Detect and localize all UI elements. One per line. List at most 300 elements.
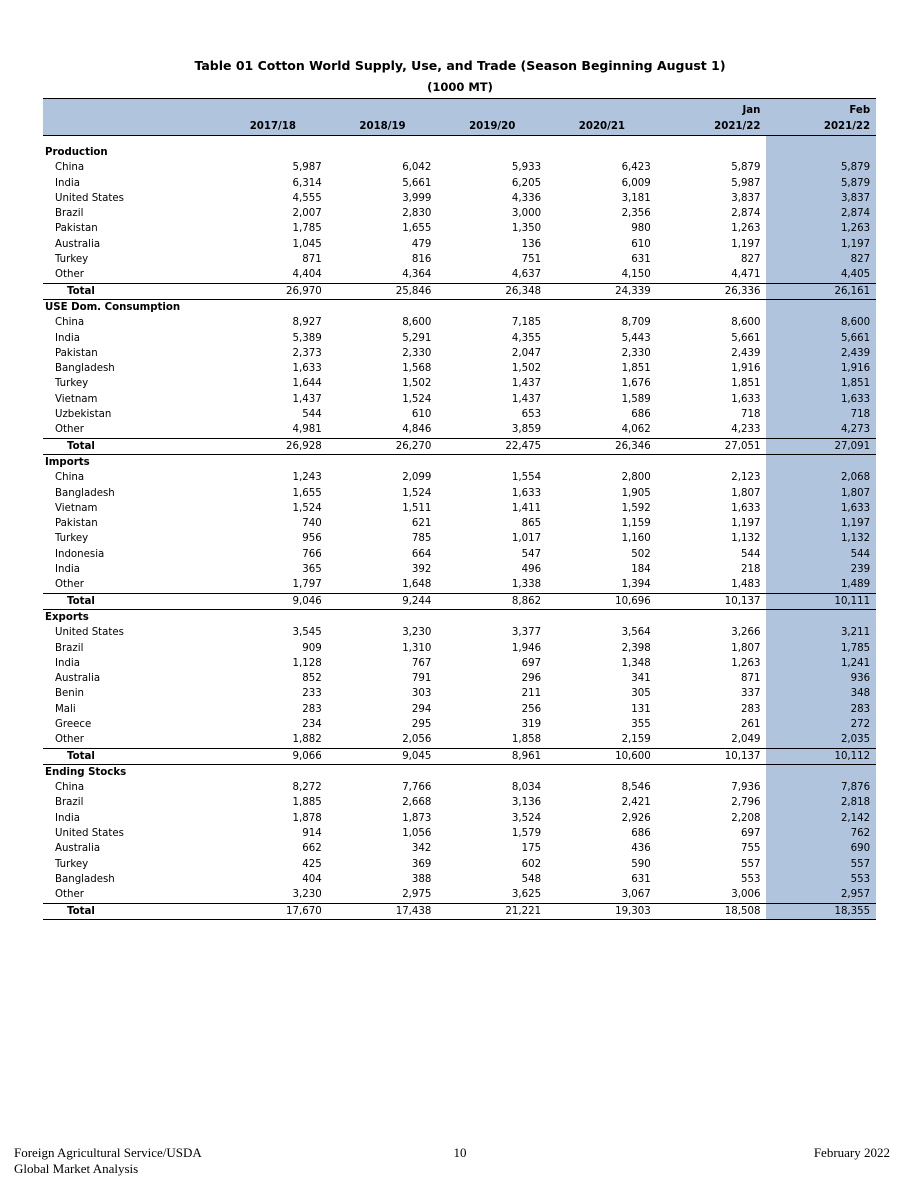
value-cell: 184	[631, 564, 651, 576]
value-cell: 303	[411, 688, 432, 700]
value-cell: 610	[411, 409, 432, 421]
value-cell: 6,314	[292, 177, 322, 189]
value-cell: 261	[740, 718, 761, 730]
table-row	[43, 577, 876, 593]
empty-cell	[547, 299, 657, 315]
value-cell: 2,068	[766, 470, 876, 485]
empty-cell	[766, 299, 876, 315]
spacer-cell	[43, 136, 218, 146]
row-label: India	[55, 177, 81, 189]
row-label: Uzbekistan	[55, 409, 112, 421]
row-label: Bangladesh	[55, 873, 115, 885]
value-cell: 690	[766, 841, 876, 856]
empty-cell	[437, 454, 547, 470]
value-cell: 211	[521, 688, 542, 700]
total-value-cell: 9,066	[218, 748, 328, 764]
footer-agency-line1: Foreign Agricultural Service/USDA	[14, 1145, 202, 1160]
value-cell: 2,049	[731, 734, 761, 746]
value-cell: 544	[766, 547, 876, 562]
value-cell: 1,885	[292, 797, 322, 809]
value-cell: 1,807	[766, 486, 876, 501]
section-header-row	[43, 609, 876, 625]
value-cell: 1,411	[511, 502, 542, 514]
value-cell: 8,600	[766, 315, 876, 330]
table-row	[43, 872, 876, 887]
value-cell: 6,423	[621, 162, 651, 174]
value-cell: 590	[631, 858, 651, 870]
value-cell: 8,709	[621, 317, 651, 329]
value-cell: 479	[411, 238, 432, 250]
table-subtitle: (1000 MT)	[427, 80, 493, 94]
row-label: Greece	[55, 718, 92, 730]
row-label: India	[55, 564, 81, 576]
table-row	[43, 887, 876, 903]
table-row	[43, 392, 876, 407]
table-row	[43, 780, 876, 795]
value-cell: 3,837	[766, 191, 876, 206]
header-year-2020-21: 2020/21	[547, 118, 657, 136]
empty-cell	[437, 145, 547, 160]
value-cell: 553	[740, 873, 761, 885]
value-cell: 4,336	[511, 192, 542, 204]
value-cell: 1,524	[402, 393, 432, 405]
row-label: Pakistan	[55, 347, 98, 359]
empty-cell	[218, 145, 328, 160]
table-row	[43, 160, 876, 175]
total-value-cell: 26,270	[328, 438, 438, 454]
value-cell: 909	[302, 642, 322, 654]
section-header-row	[43, 145, 876, 160]
header-top-cell	[547, 99, 657, 119]
value-cell: 7,185	[511, 317, 542, 329]
row-label: Other	[55, 579, 84, 591]
value-cell: 936	[766, 671, 876, 686]
value-cell: 816	[411, 254, 432, 266]
value-cell: 686	[631, 828, 651, 840]
table-row	[43, 826, 876, 841]
value-cell: 1,916	[731, 363, 761, 375]
total-value-cell: 9,045	[328, 748, 438, 764]
value-cell: 544	[302, 409, 322, 421]
value-cell: 1,676	[621, 378, 651, 390]
value-cell: 6,042	[402, 162, 432, 174]
value-cell: 751	[521, 254, 542, 266]
value-cell: 865	[521, 518, 542, 530]
table-row	[43, 732, 876, 748]
value-cell: 1,511	[402, 502, 432, 514]
value-cell: 827	[740, 254, 761, 266]
value-cell: 1,633	[766, 392, 876, 407]
value-cell: 2,330	[402, 347, 432, 359]
value-cell: 1,241	[766, 656, 876, 671]
header-top-jan: Jan	[657, 99, 767, 119]
value-cell: 2,056	[402, 734, 432, 746]
value-cell: 1,524	[292, 502, 322, 514]
total-value-cell: 26,348	[437, 283, 547, 299]
row-label: Vietnam	[55, 393, 98, 405]
table-row	[43, 176, 876, 191]
value-cell: 233	[302, 688, 322, 700]
value-cell: 4,355	[511, 332, 542, 344]
row-label: Other	[55, 269, 84, 281]
value-cell: 1,633	[731, 393, 761, 405]
table-row	[43, 315, 876, 330]
total-row	[43, 283, 876, 299]
total-label: Total	[43, 748, 218, 764]
total-value-cell: 26,161	[766, 283, 876, 299]
table-row	[43, 237, 876, 252]
value-cell: 553	[766, 872, 876, 887]
total-value-cell: 21,221	[437, 903, 547, 919]
row-label: Australia	[55, 673, 101, 685]
section-label: Ending Stocks	[45, 766, 127, 778]
value-cell: 175	[521, 843, 542, 855]
value-cell: 980	[631, 223, 651, 235]
value-cell: 8,600	[731, 317, 761, 329]
row-label: Other	[55, 734, 84, 746]
total-value-cell: 10,111	[766, 593, 876, 609]
table-body	[43, 136, 876, 920]
value-cell: 767	[411, 657, 432, 669]
section-header-row	[43, 764, 876, 780]
value-cell: 791	[411, 673, 432, 685]
value-cell: 1,132	[731, 533, 761, 545]
value-cell: 256	[521, 703, 542, 715]
total-value-cell: 10,112	[766, 748, 876, 764]
footer-date: February 2022	[813, 1145, 890, 1160]
total-value-cell: 8,961	[437, 748, 547, 764]
total-row	[43, 903, 876, 919]
value-cell: 496	[521, 564, 542, 576]
value-cell: 544	[740, 548, 761, 560]
table-row	[43, 252, 876, 267]
value-cell: 4,555	[292, 192, 322, 204]
total-row	[43, 748, 876, 764]
spacer-cell	[328, 136, 438, 146]
value-cell: 5,879	[766, 160, 876, 175]
table-row	[43, 191, 876, 206]
value-cell: 319	[521, 718, 542, 730]
row-label: India	[55, 332, 81, 344]
value-cell: 5,987	[292, 162, 322, 174]
total-value-cell: 8,862	[437, 593, 547, 609]
value-cell: 355	[631, 718, 651, 730]
value-cell: 425	[302, 858, 322, 870]
row-label: Mali	[55, 703, 76, 715]
empty-cell	[657, 454, 767, 470]
table-row	[43, 841, 876, 856]
row-label: Australia	[55, 238, 101, 250]
value-cell: 436	[631, 843, 651, 855]
total-value-cell: 27,091	[766, 438, 876, 454]
value-cell: 1,592	[621, 502, 651, 514]
value-cell: 1,648	[402, 579, 432, 591]
value-cell: 1,197	[731, 518, 761, 530]
value-cell: 8,600	[402, 317, 432, 329]
table-row	[43, 717, 876, 732]
value-cell: 3,230	[292, 889, 322, 901]
row-label: China	[55, 317, 85, 329]
value-cell: 296	[521, 673, 542, 685]
table-row	[43, 547, 876, 562]
value-cell: 1,946	[511, 642, 542, 654]
value-cell: 2,007	[292, 208, 322, 220]
value-cell: 388	[411, 873, 432, 885]
header-row-bottom	[43, 118, 876, 136]
value-cell: 827	[766, 252, 876, 267]
table-row	[43, 422, 876, 438]
table-row	[43, 486, 876, 501]
value-cell: 1,197	[731, 238, 761, 250]
value-cell: 3,266	[731, 627, 761, 639]
value-cell: 1,797	[292, 579, 322, 591]
table-row	[43, 625, 876, 640]
value-cell: 7,936	[731, 782, 761, 794]
value-cell: 1,807	[731, 487, 761, 499]
value-cell: 6,205	[511, 177, 542, 189]
value-cell: 686	[631, 409, 651, 421]
total-value-cell: 26,346	[547, 438, 657, 454]
row-label: Turkey	[55, 254, 89, 266]
value-cell: 2,123	[731, 472, 761, 484]
value-cell: 2,439	[766, 346, 876, 361]
spacer-cell	[766, 136, 876, 146]
value-cell: 914	[302, 828, 322, 840]
table-row	[43, 516, 876, 531]
value-cell: 1,263	[731, 657, 761, 669]
value-cell: 1,554	[511, 472, 542, 484]
header-year-2018-19: 2018/19	[328, 118, 438, 136]
value-cell: 3,999	[402, 192, 432, 204]
row-label: United States	[55, 192, 124, 204]
value-cell: 3,230	[402, 627, 432, 639]
value-cell: 2,035	[766, 732, 876, 748]
value-cell: 6,009	[621, 177, 651, 189]
value-cell: 1,310	[402, 642, 432, 654]
value-cell: 547	[521, 548, 542, 560]
value-cell: 1,785	[292, 223, 322, 235]
value-cell: 272	[766, 717, 876, 732]
value-cell: 718	[766, 407, 876, 422]
empty-cell	[766, 609, 876, 625]
value-cell: 3,859	[511, 424, 542, 436]
row-label: China	[55, 782, 85, 794]
empty-cell	[547, 609, 657, 625]
value-cell: 1,655	[402, 223, 432, 235]
row-label: Other	[55, 889, 84, 901]
value-cell: 2,159	[621, 734, 651, 746]
total-value-cell: 26,970	[218, 283, 328, 299]
value-cell: 557	[766, 857, 876, 872]
row-label: Bangladesh	[55, 487, 115, 499]
empty-cell	[657, 145, 767, 160]
row-label: India	[55, 657, 81, 669]
table-row	[43, 331, 876, 346]
value-cell: 8,927	[292, 317, 322, 329]
value-cell: 283	[302, 703, 322, 715]
empty-cell	[657, 764, 767, 780]
row-label: Benin	[55, 688, 85, 700]
table-row	[43, 795, 876, 810]
value-cell: 4,404	[292, 269, 322, 281]
row-label: Vietnam	[55, 502, 98, 514]
value-cell: 8,546	[621, 782, 651, 794]
total-value-cell: 10,600	[547, 748, 657, 764]
spacer-cell	[657, 136, 767, 146]
value-cell: 342	[411, 843, 432, 855]
value-cell: 1,045	[292, 238, 322, 250]
table-row	[43, 346, 876, 361]
value-cell: 1,348	[621, 657, 651, 669]
value-cell: 2,957	[766, 887, 876, 903]
value-cell: 1,851	[766, 376, 876, 391]
total-label: Total	[43, 903, 218, 919]
total-label: Total	[43, 593, 218, 609]
header-top-cell	[218, 99, 328, 119]
empty-cell	[547, 764, 657, 780]
total-value-cell: 10,137	[657, 593, 767, 609]
table-row	[43, 407, 876, 422]
value-cell: 4,364	[402, 269, 432, 281]
value-cell: 239	[766, 562, 876, 577]
value-cell: 718	[740, 409, 761, 421]
empty-cell	[328, 454, 438, 470]
row-label: Turkey	[55, 533, 89, 545]
table-row	[43, 656, 876, 671]
row-label: United States	[55, 828, 124, 840]
value-cell: 392	[411, 564, 432, 576]
value-cell: 1,160	[621, 533, 651, 545]
value-cell: 1,633	[766, 501, 876, 516]
table-row	[43, 671, 876, 686]
value-cell: 2,874	[766, 206, 876, 221]
value-cell: 5,661	[731, 332, 761, 344]
header-blank	[43, 99, 218, 119]
table-row	[43, 361, 876, 376]
value-cell: 2,439	[731, 347, 761, 359]
spacer-cell	[218, 136, 328, 146]
value-cell: 631	[631, 873, 651, 885]
table-row	[43, 501, 876, 516]
row-label: Pakistan	[55, 518, 98, 530]
value-cell: 852	[302, 673, 322, 685]
value-cell: 234	[302, 718, 322, 730]
total-value-cell: 9,046	[218, 593, 328, 609]
value-cell: 365	[302, 564, 322, 576]
row-label: Indonesia	[55, 548, 105, 560]
spacer-cell	[437, 136, 547, 146]
value-cell: 1,502	[402, 378, 432, 390]
table-title: Table 01 Cotton World Supply, Use, and Trade (Season Beginning August 1)	[194, 58, 726, 73]
value-cell: 1,197	[766, 516, 876, 531]
value-cell: 4,062	[621, 424, 651, 436]
value-cell: 2,818	[766, 795, 876, 810]
row-label: Turkey	[55, 378, 89, 390]
value-cell: 5,987	[731, 177, 761, 189]
value-cell: 1,394	[621, 579, 651, 591]
value-cell: 1,807	[731, 642, 761, 654]
empty-cell	[328, 764, 438, 780]
value-cell: 1,916	[766, 361, 876, 376]
table-row	[43, 376, 876, 391]
table-row	[43, 470, 876, 485]
value-cell: 1,159	[621, 518, 651, 530]
value-cell: 4,846	[402, 424, 432, 436]
value-cell: 1,017	[511, 533, 542, 545]
value-cell: 2,047	[511, 347, 542, 359]
value-cell: 5,443	[621, 332, 651, 344]
value-cell: 1,644	[292, 378, 322, 390]
total-value-cell: 10,696	[547, 593, 657, 609]
section-label: USE Dom. Consumption	[45, 301, 181, 313]
value-cell: 1,905	[621, 487, 651, 499]
value-cell: 5,879	[766, 176, 876, 191]
value-cell: 2,830	[402, 208, 432, 220]
empty-cell	[547, 145, 657, 160]
value-cell: 4,233	[731, 424, 761, 436]
value-cell: 1,633	[731, 502, 761, 514]
value-cell: 3,000	[511, 208, 542, 220]
value-cell: 4,981	[292, 424, 322, 436]
row-label: Pakistan	[55, 223, 98, 235]
value-cell: 1,483	[731, 579, 761, 591]
header-top-cell	[437, 99, 547, 119]
empty-cell	[437, 764, 547, 780]
value-cell: 3,181	[621, 192, 651, 204]
footer-agency-line2: Global Market Analysis	[14, 1161, 139, 1176]
value-cell: 3,067	[621, 889, 651, 901]
total-value-cell: 18,355	[766, 903, 876, 919]
value-cell: 294	[411, 703, 432, 715]
value-cell: 1,437	[511, 378, 542, 390]
value-cell: 1,524	[402, 487, 432, 499]
value-cell: 631	[631, 254, 651, 266]
value-cell: 3,211	[766, 625, 876, 640]
empty-cell	[547, 454, 657, 470]
value-cell: 2,398	[621, 642, 651, 654]
value-cell: 697	[740, 828, 761, 840]
value-cell: 2,926	[621, 812, 651, 824]
table-row	[43, 267, 876, 283]
value-cell: 664	[411, 548, 432, 560]
value-cell: 5,879	[731, 162, 761, 174]
table-row	[43, 857, 876, 872]
value-cell: 2,099	[402, 472, 432, 484]
table-row	[43, 221, 876, 236]
total-value-cell: 19,303	[547, 903, 657, 919]
empty-cell	[437, 299, 547, 315]
value-cell: 602	[521, 858, 542, 870]
value-cell: 755	[740, 843, 761, 855]
value-cell: 1,263	[766, 221, 876, 236]
empty-cell	[657, 299, 767, 315]
empty-cell	[657, 609, 767, 625]
row-label: China	[55, 162, 85, 174]
total-row	[43, 438, 876, 454]
table-row	[43, 562, 876, 577]
header-row-top	[43, 99, 876, 119]
value-cell: 3,006	[731, 889, 761, 901]
value-cell: 662	[302, 843, 322, 855]
empty-cell	[437, 609, 547, 625]
header-year-2019-20: 2019/20	[437, 118, 547, 136]
value-cell: 2,796	[731, 797, 761, 809]
value-cell: 766	[302, 548, 322, 560]
empty-cell	[766, 764, 876, 780]
row-label: Bangladesh	[55, 363, 115, 375]
header-year-2017-18: 2017/18	[218, 118, 328, 136]
value-cell: 2,142	[766, 811, 876, 826]
